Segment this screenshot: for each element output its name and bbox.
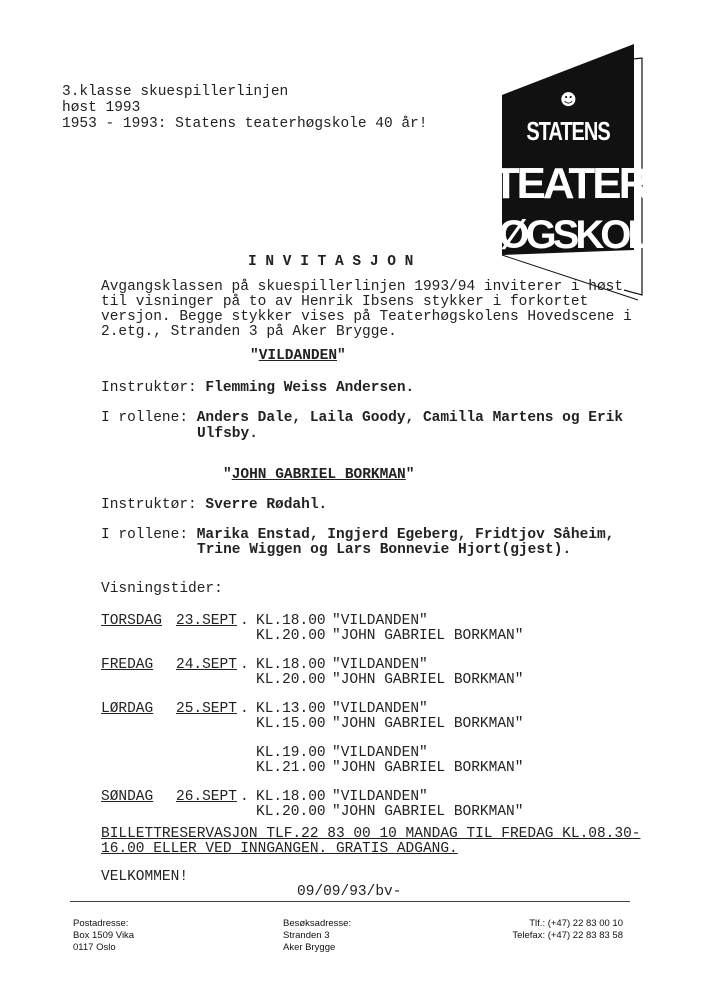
schedule-time: KL.18.00	[256, 789, 326, 805]
play-title-vildanden: "VILDANDEN"	[250, 348, 346, 364]
schedule-time: KL.20.00	[256, 804, 326, 820]
footer-line: Box 1509 Vika	[73, 930, 135, 941]
intro-line: Avgangsklassen på skuespillerlinjen 1993/94 inviterer i høst	[101, 279, 624, 295]
svg-text:☻: ☻	[560, 90, 577, 109]
phone-info	[512, 918, 623, 942]
header-line: 3.klasse skuespillerlinjen	[62, 84, 289, 100]
schedule-play: "VILDANDEN"	[332, 613, 428, 629]
schedule-play: "VILDANDEN"	[332, 657, 428, 673]
schedule-play: "VILDANDEN"	[332, 789, 428, 805]
schedule-time: KL.20.00	[256, 672, 326, 688]
postal-address	[73, 918, 134, 954]
reference: 09/09/93/bv-	[297, 884, 402, 900]
reservation-info	[101, 827, 641, 857]
schedule-time: KL.18.00	[256, 613, 326, 629]
footer-line: Aker Brygge	[283, 942, 336, 953]
intro-line: til visninger på to av Henrik Ibsens stykker i forkortet	[101, 294, 589, 310]
schedule-day: FREDAG	[101, 657, 154, 673]
visiting-address	[283, 918, 351, 954]
svg-text:STATENS: STATENS	[526, 116, 610, 146]
schedule-play: "JOHN GABRIEL BORKMAN"	[332, 672, 524, 688]
punctuation: .	[240, 657, 249, 673]
schedule-date: 24.SEPT	[176, 657, 237, 673]
reservation-line: BILLETTRESERVASJON TLF.22 83 00 10 MANDAG TIL FREDAG KL.08.30-	[101, 826, 641, 842]
footer-line: Telefax: (+47) 22 83 83 58	[512, 930, 623, 941]
footer-line: Stranden 3	[283, 930, 330, 941]
footer-line: 0117 Oslo	[73, 942, 116, 953]
svg-text:HØGSKOLE: HØGSKOLE	[473, 213, 671, 257]
schedule-time: KL.20.00	[256, 628, 326, 644]
footer-line: Tlf.: (+47) 22 83 00 10	[529, 918, 623, 929]
intro-line: versjon. Begge stykker vises på Teaterhøgskolens Hovedscene i	[101, 309, 632, 325]
schedule-time: KL.21.00	[256, 760, 326, 776]
play-title-borkman: "JOHN GABRIEL BORKMAN"	[223, 467, 415, 483]
invitation-title: I N V I T A S J O N	[248, 254, 414, 270]
reservation-line: 16.00 ELLER VED INNGANGEN. GRATIS ADGANG.	[101, 841, 458, 857]
schedule-time: KL.13.00	[256, 701, 326, 717]
schedule-play: "VILDANDEN"	[332, 701, 428, 717]
intro-line: 2.etg., Stranden 3 på Aker Brygge.	[101, 324, 397, 340]
header-block	[62, 84, 427, 132]
cast-line: Trine Wiggen og Lars Bonnevie Hjort(gjest).	[197, 542, 572, 558]
schedule-time: KL.19.00	[256, 745, 326, 761]
svg-text:TEATER: TEATER	[492, 159, 648, 208]
schedule-time: KL.18.00	[256, 657, 326, 673]
footer-line: Postadresse:	[73, 918, 129, 929]
schedule-date: 25.SEPT	[176, 701, 237, 717]
divider	[70, 901, 630, 902]
schedule-play: "JOHN GABRIEL BORKMAN"	[332, 716, 524, 732]
schedule-day: LØRDAG	[101, 701, 154, 717]
header-line: høst 1993	[62, 100, 141, 116]
schedule-time: KL.15.00	[256, 716, 326, 732]
schedule-day: TORSDAG	[101, 613, 162, 629]
intro-paragraph	[101, 280, 632, 340]
header-line: 1953 - 1993: Statens teaterhøgskole 40 år!	[62, 116, 428, 132]
schedule-play: "JOHN GABRIEL BORKMAN"	[332, 804, 524, 820]
schedule-day: SØNDAG	[101, 789, 154, 805]
director-vildanden: Instruktør: Flemming Weiss Andersen.	[101, 380, 415, 396]
schedule-heading: Visningstider:	[101, 581, 223, 597]
schedule-play: "JOHN GABRIEL BORKMAN"	[332, 760, 524, 776]
footer-line: Besøksadresse:	[283, 918, 352, 929]
punctuation: .	[240, 701, 249, 717]
schedule-play: "JOHN GABRIEL BORKMAN"	[332, 628, 524, 644]
cast-vildanden: I rollene: Anders Dale, Laila Goody, Camilla Martens og Erik	[101, 410, 624, 426]
director-borkman: Instruktør: Sverre Rødahl.	[101, 497, 328, 513]
punctuation: .	[240, 789, 249, 805]
cast-line: Ulfsby.	[197, 426, 258, 442]
schedule-date: 23.SEPT	[176, 613, 237, 629]
punctuation: .	[240, 613, 249, 629]
cast-borkman: I rollene: Marika Enstad, Ingjerd Egeberg, Fridtjov Såheim,	[101, 527, 615, 543]
statens-teaterhogskole-logo	[473, 40, 671, 310]
schedule-date: 26.SEPT	[176, 789, 237, 805]
closing: VELKOMMEN!	[101, 869, 189, 885]
schedule-play: "VILDANDEN"	[332, 745, 428, 761]
